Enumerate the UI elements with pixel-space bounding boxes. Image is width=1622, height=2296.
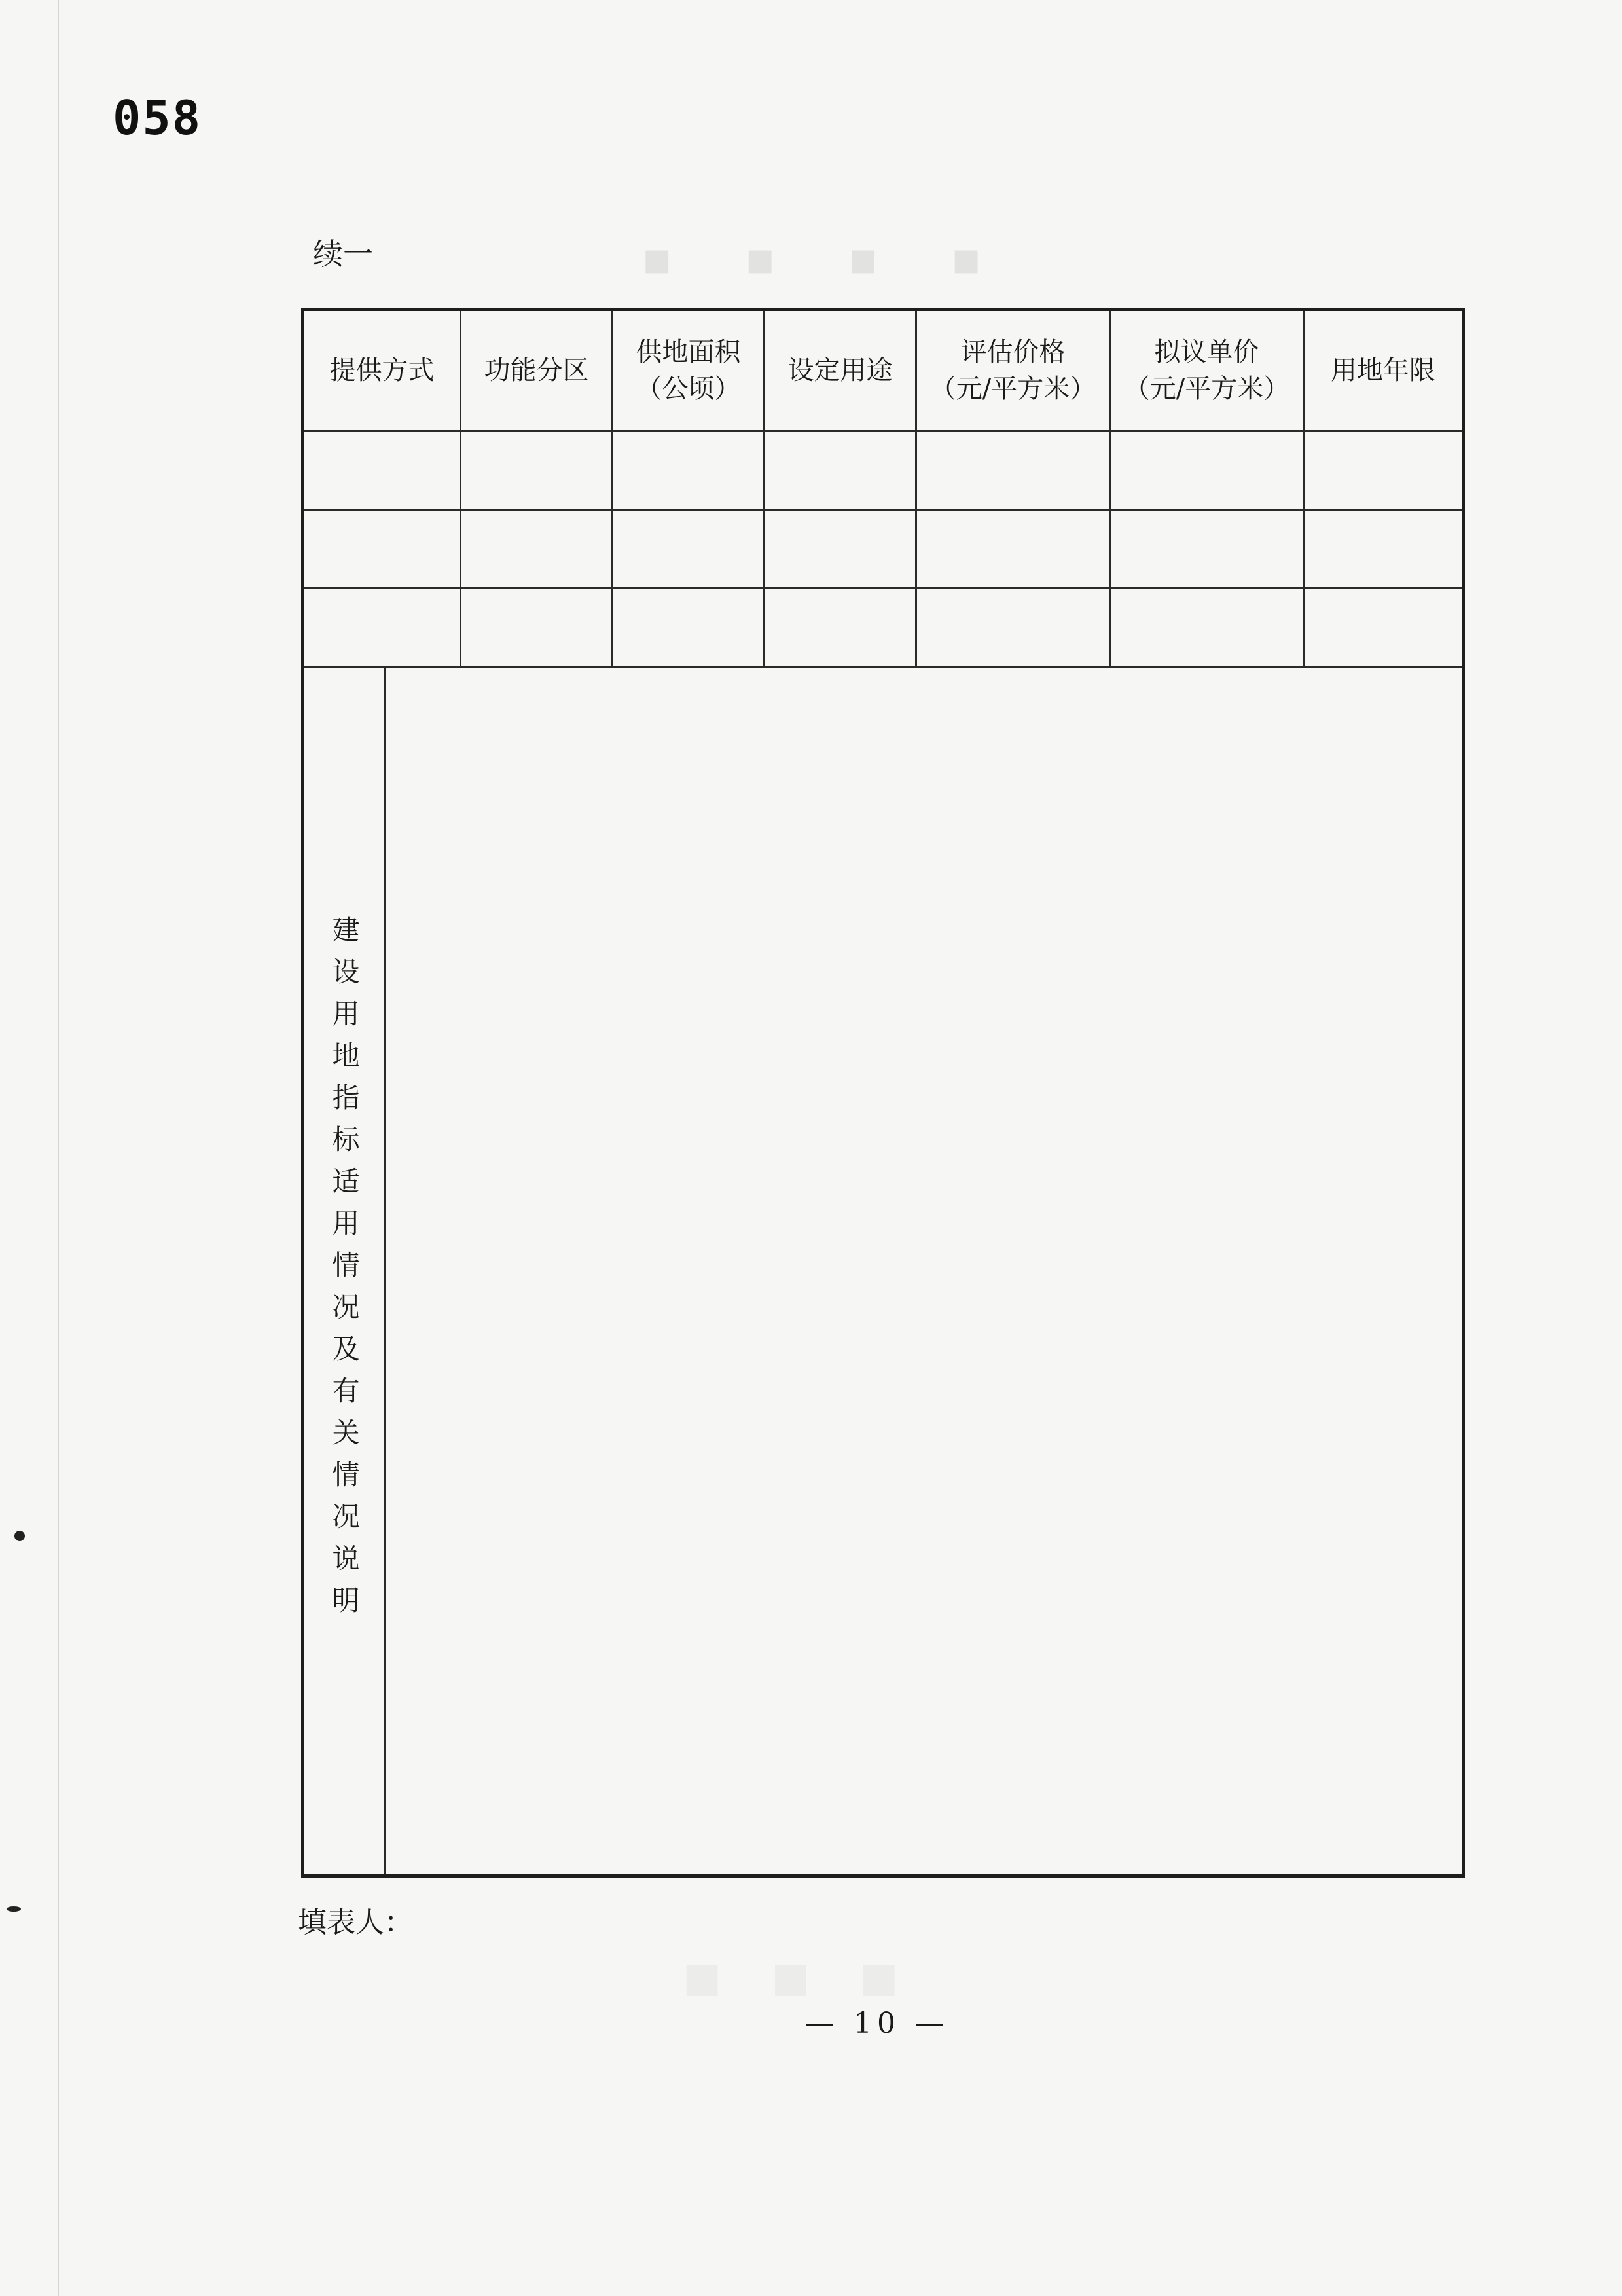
- table-cell[interactable]: [1111, 432, 1305, 509]
- header-designated-use: 设定用途: [765, 311, 917, 430]
- header-functional-zone: 功能分区: [461, 311, 613, 430]
- scan-edge-line: [58, 0, 59, 2296]
- scan-dot: [7, 1906, 21, 1912]
- remarks-section: [304, 668, 1462, 1874]
- remarks-label-cell: [304, 668, 386, 1874]
- table-cell[interactable]: [304, 511, 461, 587]
- table-row: [304, 511, 1462, 589]
- page-number-stamp: 058: [113, 90, 202, 145]
- table-row: [304, 432, 1462, 511]
- header-land-use-term: 用地年限: [1331, 355, 1435, 386]
- table-cell[interactable]: [765, 432, 917, 509]
- remarks-text-area[interactable]: [386, 668, 1462, 1874]
- table-cell[interactable]: [1305, 511, 1462, 587]
- land-supply-form-table: [301, 308, 1465, 1878]
- table-cell[interactable]: [1111, 511, 1305, 587]
- header-proposed-unit-price: 拟议单价 （元/平方米）: [1111, 311, 1305, 430]
- bleed-through-stamp: ▪▪▪: [681, 1938, 946, 2012]
- table-cell[interactable]: [1111, 589, 1305, 666]
- table-cell[interactable]: [461, 589, 613, 666]
- remarks-label: 建设用地指标适用情况及有关情况说明: [328, 915, 361, 1628]
- header-land-area: 供地面积 （公顷）: [613, 311, 765, 430]
- table-cell[interactable]: [1305, 432, 1462, 509]
- table-row: [304, 589, 1462, 668]
- table-cell[interactable]: [304, 589, 461, 666]
- header-supply-method: 提供方式: [304, 311, 461, 430]
- table-cell[interactable]: [613, 589, 765, 666]
- form-filler-label: 填表人：: [298, 1906, 413, 1939]
- table-cell[interactable]: [765, 589, 917, 666]
- table-header-row: [304, 311, 1462, 432]
- table-cell[interactable]: [461, 511, 613, 587]
- header-appraised-price: 评估价格 （元/平方米）: [917, 311, 1111, 430]
- table-cell[interactable]: [613, 432, 765, 509]
- table-cell[interactable]: [461, 432, 613, 509]
- table-cell[interactable]: [917, 589, 1111, 666]
- page-footer-number: — 10 —: [805, 2007, 949, 2040]
- table-cell[interactable]: [304, 432, 461, 509]
- table-cell[interactable]: [917, 432, 1111, 509]
- table-cell[interactable]: [613, 511, 765, 587]
- table-cell[interactable]: [765, 511, 917, 587]
- scan-dot: [14, 1531, 25, 1541]
- table-cell[interactable]: [917, 511, 1111, 587]
- bleed-through-title: ▪▪▪▪: [641, 230, 1054, 285]
- table-cell[interactable]: [1305, 589, 1462, 666]
- continued-label: 续一: [313, 236, 373, 272]
